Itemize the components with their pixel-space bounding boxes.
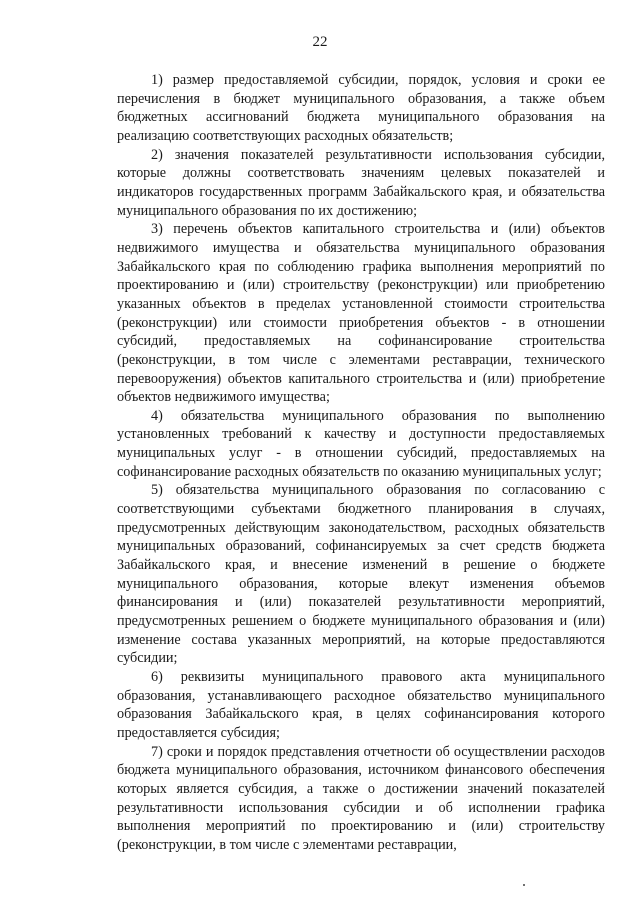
list-item-6: 6) реквизиты муниципального правового акта муниципального образования, устанавливающего расходное обязательство муниципального образования Забайкальского края, в целях софинансирования которого предоставляется субсидия; [117, 669, 605, 741]
list-item-2: 2) значения показателей результативности использования субсидии, которые должны соответствовать значениям целевых показателей и индикаторов государственных программ Забайкальского края, и обязательства муниципального образования по их достижению; [117, 146, 605, 219]
page-number: 22 [312, 34, 328, 50]
list-item-7: 7) сроки и порядок представления отчетности об осуществлении расходов бюджета муниципального образования, источником финансового обеспечения которых является субсидия, а также о достижении значений показателей результативности использования субсидии и об исполнении графика выполнения мероприятий по проектированию и (или) строительству (реконструкции, в том числе с элементами реставрации, [117, 743, 605, 853]
scan-speck [523, 884, 525, 886]
document-body [117, 71, 605, 855]
list-item-1: 1) размер предоставляемой субсидии, порядок, условия и сроки ее перечисления в бюджет муниципального образования, а также объем бюджетных ассигнований бюджета муниципального образования на реализацию соответствующих расходных обязательств; [117, 72, 605, 144]
list-item-5: 5) обязательства муниципального образования по согласованию с соответствующими субъектами бюджетного планирования в случаях, предусмотренных действующим законодательством, расходных обязательств муниципальных образований, софинансируемых за счет средств бюджета Забайкальского края, и внесение изменений в решение о бюджете муниципального образования, которые влекут изменения объемов финансирования и (или) показателей результативности мероприятий, предусмотренных решением о бюджете муниципального образования и (или) изменение состава указанных мероприятий, на которые предоставляются субсидии; [117, 482, 605, 667]
list-item-3: 3) перечень объектов капитального строительства и (или) объектов недвижимого имущества и обязательства муниципального образования Забайкальского края по соблюдению графика выполнения мероприятий по проектированию и (или) строительству (реконструкции) или приобретению указанных объектов в пределах установленной стоимости строительства (реконструкции) или стоимости приобретения объектов - в отношении субсидий, предоставляемых на софинансирование строительства (реконструкции, в том числе с элементами реставрации, технического перевооружения) объектов капитального строительства и (или) приобретение объектов недвижимого имущества; [117, 221, 605, 406]
list-item-4: 4) обязательства муниципального образования по выполнению установленных требований к качеству и доступности предоставляемых муниципальных услуг - в отношении субсидий, предоставляемых на софинансирование расходных обязательств по оказанию муниципальных услуг; [117, 407, 605, 480]
